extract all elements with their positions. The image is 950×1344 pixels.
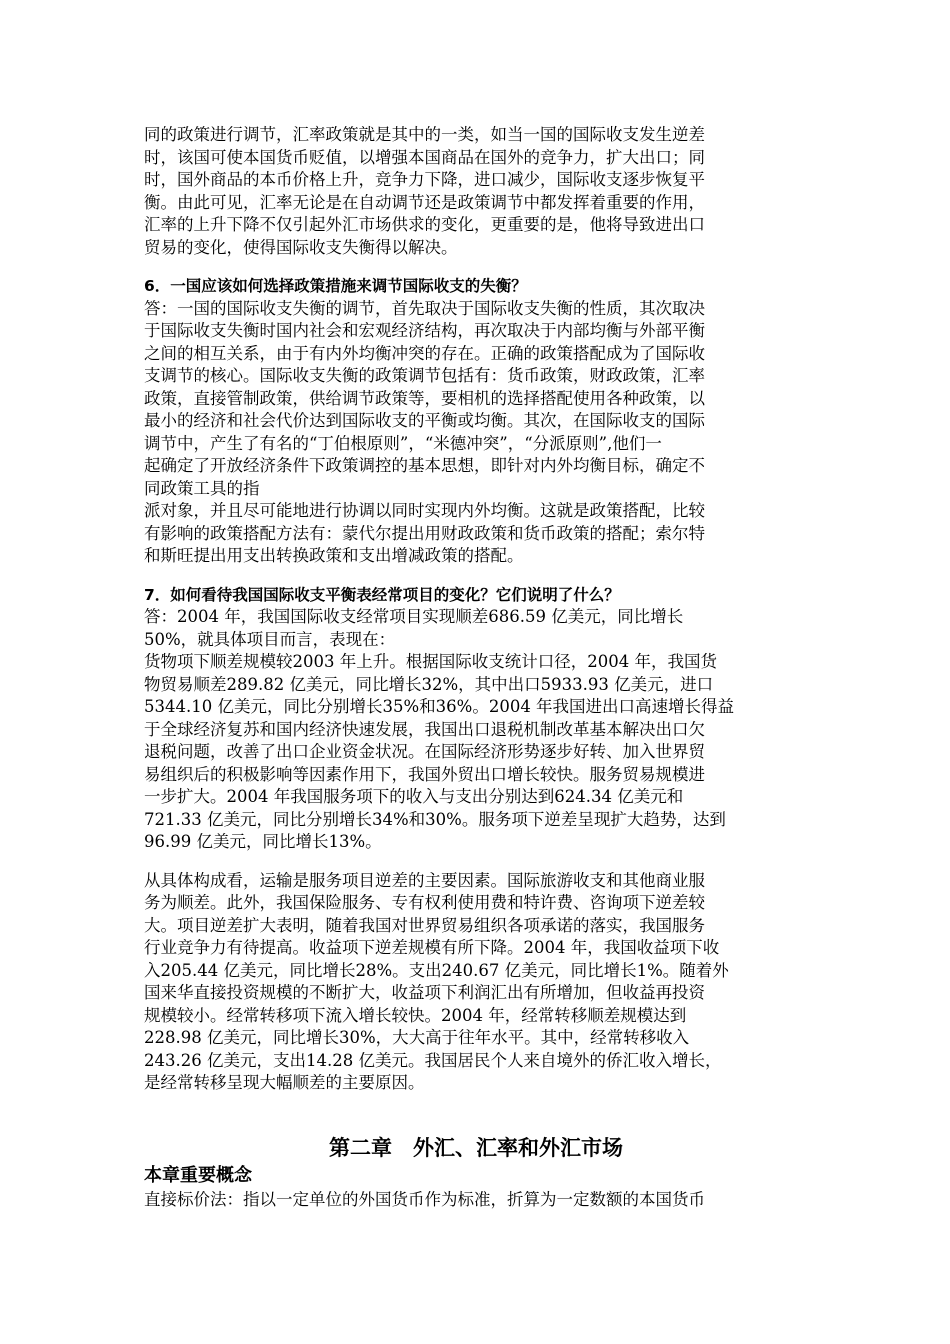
spacer xyxy=(144,259,808,275)
text-line: 衡。由此可见，汇率无论是在自动调节还是政策调节中都发挥着重要的作用， xyxy=(144,192,705,212)
text-line: 派对象，并且尽可能地进行协调以同时实现内外均衡。这就是政策搭配，比较 xyxy=(144,501,705,520)
question-6-heading: 6．一国应该如何选择政策措施来调节国际收支的失衡？ xyxy=(144,277,527,295)
spacer xyxy=(144,568,808,584)
text-line: 一步扩大。2004 年我国服务项下的收入与支出分别达到624.34 亿美元和 xyxy=(144,787,684,806)
text-line: 于国际收支失衡时国内社会和宏观经济结构，再次取决于内部均衡与外部平衡 xyxy=(144,321,705,340)
text-line: 于全球经济复苏和国内经济快速发展，我国出口退税机制改革基本解决出口欠 xyxy=(144,719,705,739)
text-line: 汇率的上升下降不仅引起外汇市场供求的变化，更重要的是，他将导致进出口 xyxy=(144,215,705,234)
text-line: 易组织后的积极影响等因素作用下，我国外贸出口增长较快。服务贸易规模进 xyxy=(144,764,705,784)
text-line: 有影响的政策搭配方法有：蒙代尔提出用财政政策和货币政策的搭配；索尔特 xyxy=(144,523,705,543)
chapter-title: 第二章 外汇、汇率和外汇市场 xyxy=(329,1135,623,1160)
text-line: 96.99 亿美元，同比增长13%。 xyxy=(144,832,382,851)
text-line: 同的政策进行调节，汇率政策就是其中的一类，如当一国的国际收支发生逆差 xyxy=(144,125,705,144)
text-line: 货物项下顺差规模较2003 年上升。根据国际收支统计口径，2004 年，我国货 xyxy=(144,652,717,671)
answer-6 xyxy=(144,298,808,568)
paragraph-exchange-rate-policy xyxy=(144,124,808,259)
document-page xyxy=(144,124,808,1211)
text-line: 务为顺差。此外，我国保险服务、专有权利使用费和特许费、咨询项下逆差较 xyxy=(144,893,705,912)
section-title: 本章重要概念 xyxy=(144,1164,252,1186)
text-line: 5344.10 亿美元，同比分别增长35%和36%。2004 年我国进出口高速增长得益 xyxy=(144,697,735,716)
text-line: 物贸易顺差289.82 亿美元，同比增长32%，其中出口5933.93 亿美元，进口 xyxy=(144,674,714,694)
question-7-heading: 7．如何看待我国国际收支平衡表经常项目的变化？它们说明了什么？ xyxy=(144,585,620,604)
text-line: 50%，就具体项目而言，表现在： xyxy=(144,629,396,649)
text-line: 之间的相互关系，由于有内外均衡冲突的存在。正确的政策搭配成为了国际收 xyxy=(144,343,705,363)
text-line: 国来华直接投资规模的不断扩大，收益项下利润汇出有所增加，但收益再投资 xyxy=(144,983,705,1002)
text-line: 大。项目逆差扩大表明，随着我国对世界贸易组织各项承诺的落实，我国服务 xyxy=(144,915,705,935)
text-line: 228.98 亿美元，同比增长30%，大大高于往年水平。其中，经常转移收入 xyxy=(144,1028,690,1047)
text-line: 和斯旺提出用支出转换政策和支出增减政策的搭配。 xyxy=(144,546,524,565)
text-line: 退税问题，改善了出口企业资金状况。在国际经济形势逐步好转、加入世界贸 xyxy=(144,742,705,761)
text-line: 支调节的核心。国际收支失衡的政策调节包括有：货币政策，财政政策，汇率 xyxy=(144,366,705,385)
text-line: 时，国外商品的本币价格上升，竞争力下降，进口减少，国际收支逐步恢复平 xyxy=(144,170,705,189)
text-line: 是经常转移呈现大幅顺差的主要原因。 xyxy=(144,1073,425,1092)
text-line: 时，该国可使本国货币贬值，以增强本国商品在国外的竞争力，扩大出口；同 xyxy=(144,147,705,167)
text-line: 入205.44 亿美元，同比增长28%。支出240.67 亿美元，同比增长1%。随着外 xyxy=(144,960,729,980)
text-line: 243.26 亿美元，支出14.28 亿美元。我国居民个人来自境外的侨汇收入增长， xyxy=(144,1050,722,1070)
text-line: 最小的经济和社会代价达到国际收支的平衡或均衡。其次，在国际收支的国际 xyxy=(144,411,705,430)
text-line: 答：2004 年，我国国际收支经常项目实现顺差686.59 亿美元，同比增长 xyxy=(144,607,684,626)
text-line: 答：一国的国际收支失衡的调节，首先取决于国际收支失衡的性质，其次取决 xyxy=(144,298,705,318)
text-line: 直接标价法：指以一定单位的外国货币作为标准，折算为一定数额的本国货币 xyxy=(144,1189,705,1209)
text-line: 721.33 亿美元，同比分别增长34%和30%。服务项下逆差呈现扩大趋势，达到 xyxy=(144,809,726,829)
text-line: 行业竞争力有待提高。收益项下逆差规模有所下降。2004 年，我国收益项下收 xyxy=(144,938,720,957)
paragraph-service-composition xyxy=(144,870,808,1095)
text-line: 起确定了开放经济条件下政策调控的基本思想，即针对内外均衡目标，确定不 xyxy=(144,456,705,475)
text-line: 从具体构成看，运输是服务项目逆差的主要因素。国际旅游收支和其他商业服 xyxy=(144,870,705,890)
text-line: 调节中，产生了有名的“丁伯根原则”，“米德冲突”，“分派原则”,他们一 xyxy=(144,433,662,453)
text-line: 同政策工具的指 xyxy=(144,478,260,498)
answer-7 xyxy=(144,606,808,854)
spacer xyxy=(144,854,808,870)
text-line: 规模较小。经常转移项下流入增长较快。2004 年，经常转移顺差规模达到 xyxy=(144,1005,687,1025)
text-line: 贸易的变化，使得国际收支失衡得以解决。 xyxy=(144,237,458,257)
text-line: 政策，直接管制政策，供给调节政策等，要相机的选择搭配使用各种政策，以 xyxy=(144,388,705,408)
